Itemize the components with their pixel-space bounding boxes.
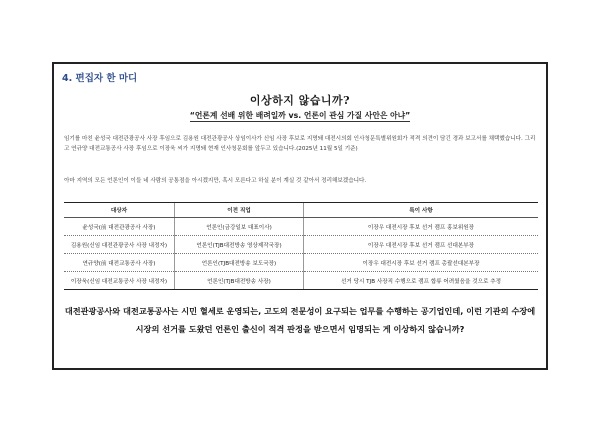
- column-header-notes: 특이 사항: [304, 203, 539, 218]
- table-row: [64, 272, 538, 290]
- table-row: [64, 236, 538, 254]
- column-header-previous-job: 이전 직업: [175, 203, 304, 218]
- cell-previous-job: 언론인(금강일보 대표이사): [175, 218, 304, 236]
- section-title: 4. 편집자 한 마디: [62, 73, 138, 84]
- cell-person: 이장욱(신임 대전교통공사 사장 내정자): [64, 272, 175, 290]
- table-row: [64, 254, 538, 272]
- closing-question: 대전관광공사와 대전교통공사는 시민 혈세로 운영되는, 고도의 전문성이 요구되는 업무를 수행하는 공기업인데, 이런 기관의 수장에 시장의 선거를 도왔던 언론인 출신이 적격 판정을 받으면서 임명되는 게 이상하지 않습니까?: [64, 306, 536, 334]
- cell-notes: 선거 당시 TJB 사장직 수행으로 캠프 합류 어려웠음을 것으로 추정: [304, 272, 539, 290]
- subheadline-text: “언론계 선배 위한 배려일까 vs. 언론이 관심 가질 사안은 아냐”: [189, 111, 411, 120]
- people-table: [64, 202, 538, 290]
- headline: 이상하지 않습니까?: [249, 94, 351, 107]
- cell-notes: 이장우 대전시장 후보 선거 캠프 선대본부장: [304, 236, 539, 254]
- editorial-box: [52, 62, 548, 370]
- cell-notes: 이장우 대전시장 후보 선거 캠프 홍보위원장: [304, 218, 539, 236]
- cell-person: 김용원(신임 대전관광공사 사장 내정자): [64, 236, 175, 254]
- intro-paragraph: 임기를 마친 윤성국 대전관광공사 사장 후임으로 김용원 대전관광공사 상임이사가 신임 사장 후보로 지명돼 대전시의회 인사청문특별위원회가 적격 의견이 담긴 경과 보고서를 채택했습니다. 그리고 연규양 대전교통공사 사장 후임으로 이장욱 씨가 지명돼 현재 인사청문회를 앞두고 있습니다.(2025년 11월 5일 기준): [64, 136, 536, 152]
- cell-person: 윤성국(前 대전관광공사 사장): [64, 218, 175, 236]
- table-header-row: [64, 203, 538, 218]
- column-header-person: 대상자: [64, 203, 175, 218]
- cell-person: 연규양(前 대전교통공사 사장): [64, 254, 175, 272]
- summary-paragraph: 아마 지역의 모든 언론인이 이들 네 사람의 공통점을 아시겠지만, 혹시 모른다고 하실 분이 계실 것 같아서 정리해보겠습니다.: [64, 178, 367, 184]
- cell-notes: 이장우 대전시장 후보 선거 캠프 총괄선대본부장: [304, 254, 539, 272]
- cell-previous-job: 언론인(TJB대전방송 사장): [175, 272, 304, 290]
- cell-previous-job: 언론인(TJB대전방송 영상제작국장): [175, 236, 304, 254]
- cell-previous-job: 언론인(TJB대전방송 보도국장): [175, 254, 304, 272]
- subheadline: [54, 110, 546, 121]
- table-row: [64, 218, 538, 236]
